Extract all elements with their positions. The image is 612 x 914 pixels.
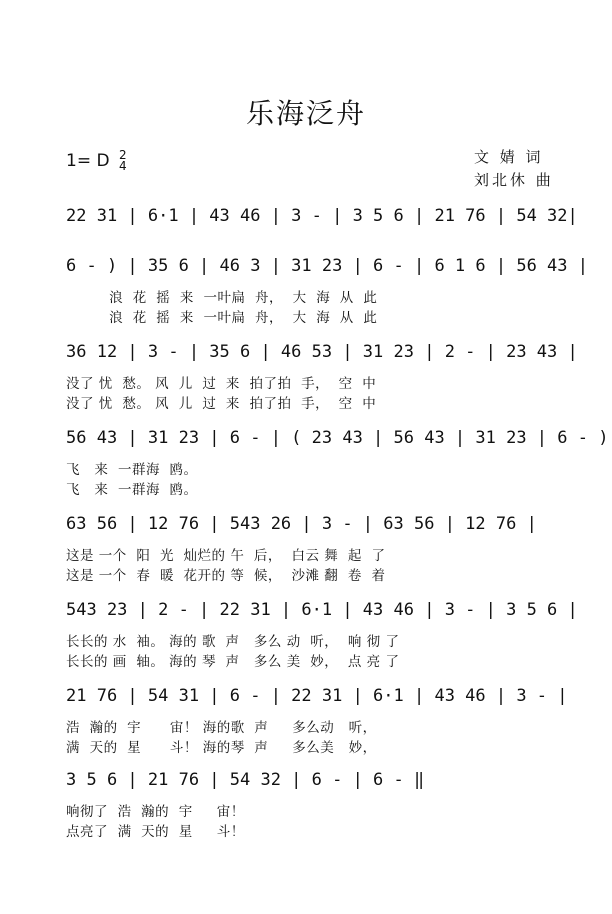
score-line-4 [0,428,612,518]
score-line-3 [0,342,612,432]
lyric-verse-1: 长长的 水 袖。 海的 歌 声 多么 动 听， 响 彻 了 [66,634,400,650]
lyric-verse-1: 这是 一个 阳 光 灿烂的 午 后， 白云 舞 起 了 [66,548,386,564]
song-title: 乐海泛舟 [245,97,366,130]
lyricist-credit: 文 婧 词 [474,148,544,166]
notation: 3 5 6 | 21 76 | 54 32 | 6 - | 6 - ‖ [66,770,425,790]
lyric-verse-2: 浪 花 摇 来 一叶扁 舟， 大 海 从 此 [66,310,378,326]
notation: 6 - ) | 35 6 | 46 3 | 31 23 | 6 - | 6 1 6 | 56 43 | [66,256,588,276]
score-line-6 [0,600,612,690]
lyric-verse-1: 浩 瀚的 宇 宙！ 海的歌 声 多么动 听， [66,720,377,736]
key-signature [66,150,127,172]
lyric-verse-2: 长长的 画 轴。 海的 琴 声 多么 美 妙， 点 亮 了 [66,654,400,670]
lyric-verse-2: 没了 忧 愁。 风 儿 过 来 拍了拍 手， 空 中 [66,396,377,412]
lyric-verse-2: 这是 一个 春 暖 花开的 等 候， 沙滩 翻 卷 着 [66,568,386,584]
notation: 21 76 | 54 31 | 6 - | 22 31 | 6·1 | 43 46 | 3 - | [66,686,568,706]
time-bottom: 4 [118,159,127,173]
lyric-verse-1: 飞 来 一群海 鸥。 [66,462,198,478]
lyric-verse-1: 没了 忧 愁。 风 儿 过 来 拍了拍 手， 空 中 [66,376,377,392]
key-label: 1= D [66,151,110,171]
notation: 22 31 | 6·1 | 43 46 | 3 - | 3 5 6 | 21 76 | 54 32| [66,206,578,226]
score-line-5 [0,514,612,604]
notation: 56 43 | 31 23 | 6 - | ( 23 43 | 56 43 | 31 23 | 6 - ) [66,428,609,448]
notation: 36 12 | 3 - | 35 6 | 46 53 | 31 23 | 2 - | 23 43 | [66,342,578,362]
lyric-verse-1: 响彻了 浩 瀚的 宇 宙！ [66,804,245,820]
time-signature [119,150,127,172]
lyric-verse-2: 满 天的 星 斗！ 海的琴 声 多么美 妙， [66,740,377,756]
score-line-8 [0,770,612,860]
notation: 63 56 | 12 76 | 543 26 | 3 - | 63 56 | 12 76 | [66,514,537,534]
composer-credit: 刘北休 曲 [474,171,554,189]
time-top: 2 [118,148,127,162]
lyric-verse-2: 点亮了 满 天的 星 斗！ [66,824,245,840]
score-line-7 [0,686,612,776]
score-line-2 [0,256,612,346]
lyric-verse-1: 浪 花 摇 来 一叶扁 舟， 大 海 从 此 [66,290,378,306]
lyric-verse-2: 飞 来 一群海 鸥。 [66,482,198,498]
notation: 543 23 | 2 - | 22 31 | 6·1 | 43 46 | 3 - | 3 5 6 | [66,600,578,620]
